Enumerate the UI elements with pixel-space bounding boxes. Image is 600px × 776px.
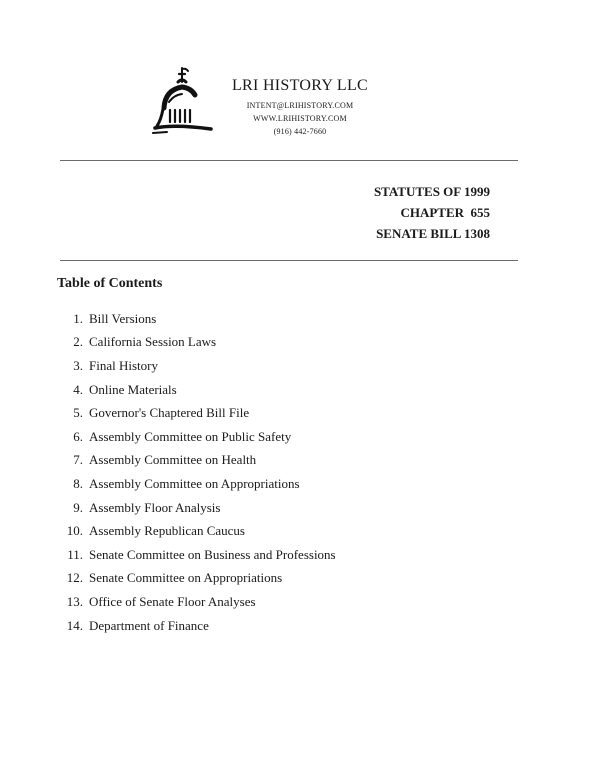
- capitol-dome-logo-icon: [145, 62, 215, 138]
- toc-item: [57, 354, 336, 378]
- toc-item-number: 12.: [66, 570, 83, 586]
- toc-item: [57, 590, 336, 614]
- company-name: LRI HISTORY LLC: [231, 77, 369, 94]
- toc-item-number: 13.: [66, 593, 83, 609]
- toc-item-text: California Session Laws: [89, 334, 217, 350]
- toc-item-text: Assembly Committee on Health: [89, 452, 257, 468]
- toc-item-number: 6.: [73, 428, 83, 444]
- toc-item: [57, 378, 336, 402]
- toc-item: [57, 307, 336, 331]
- toc-item: [57, 496, 336, 520]
- toc-item-text: Assembly Floor Analysis: [89, 499, 221, 515]
- company-phone: (916) 442-7660: [273, 127, 327, 136]
- toc-item-number: 3.: [73, 357, 83, 373]
- company-website: WWW.LRIHISTORY.COM: [253, 114, 347, 123]
- toc-item-number: 4.: [73, 381, 83, 397]
- toc-item-text: Senate Committee on Appropriations: [89, 570, 283, 586]
- toc-item-number: 5.: [73, 405, 83, 421]
- toc-item-number: 10.: [66, 523, 83, 539]
- toc-item-text: Assembly Committee on Appropriations: [89, 475, 300, 491]
- toc-item-text: Office of Senate Floor Analyses: [89, 593, 256, 609]
- toc-item-number: 7.: [73, 452, 83, 468]
- toc-item: [57, 519, 336, 543]
- toc-item: [57, 567, 336, 591]
- toc-item-text: Online Materials: [89, 381, 177, 397]
- toc-item-number: 1.: [73, 310, 83, 326]
- bottom-divider: [60, 260, 518, 261]
- toc-item-number: 11.: [67, 546, 83, 562]
- toc-list: [57, 307, 336, 637]
- toc-item-number: 2.: [73, 334, 83, 350]
- toc-item-text: Assembly Republican Caucus: [89, 523, 245, 539]
- company-info: [215, 76, 385, 138]
- toc-item-number: 9.: [73, 499, 83, 515]
- toc-item-number: 14.: [66, 617, 83, 633]
- toc-item-text: Department of Finance: [89, 617, 209, 633]
- statute-info: [374, 181, 490, 244]
- toc-item-text: Assembly Committee on Public Safety: [89, 428, 292, 444]
- toc-item-text: Governor's Chaptered Bill File: [89, 405, 250, 421]
- toc-item-text: Bill Versions: [89, 310, 157, 326]
- toc-item-number: 8.: [73, 475, 83, 491]
- toc-item: [57, 449, 336, 473]
- toc-item-text: Senate Committee on Business and Professions: [89, 546, 336, 562]
- toc-item: [57, 472, 336, 496]
- statute-bill: SENATE BILL 1308: [376, 226, 490, 241]
- capitol-dome-logo-graphic: [145, 62, 215, 138]
- toc-item: [57, 614, 336, 638]
- toc-item: [57, 543, 336, 567]
- company-email: INTENT@LRIHISTORY.COM: [246, 101, 354, 110]
- toc-item-text: Final History: [89, 357, 158, 373]
- toc-item: [57, 425, 336, 449]
- toc-item: [57, 331, 336, 355]
- toc-title: Table of Contents: [57, 276, 163, 291]
- statute-chapter: CHAPTER 655: [400, 205, 490, 220]
- top-divider: [60, 160, 518, 161]
- toc-item: [57, 401, 336, 425]
- statute-year: STATUTES OF 1999: [373, 184, 490, 199]
